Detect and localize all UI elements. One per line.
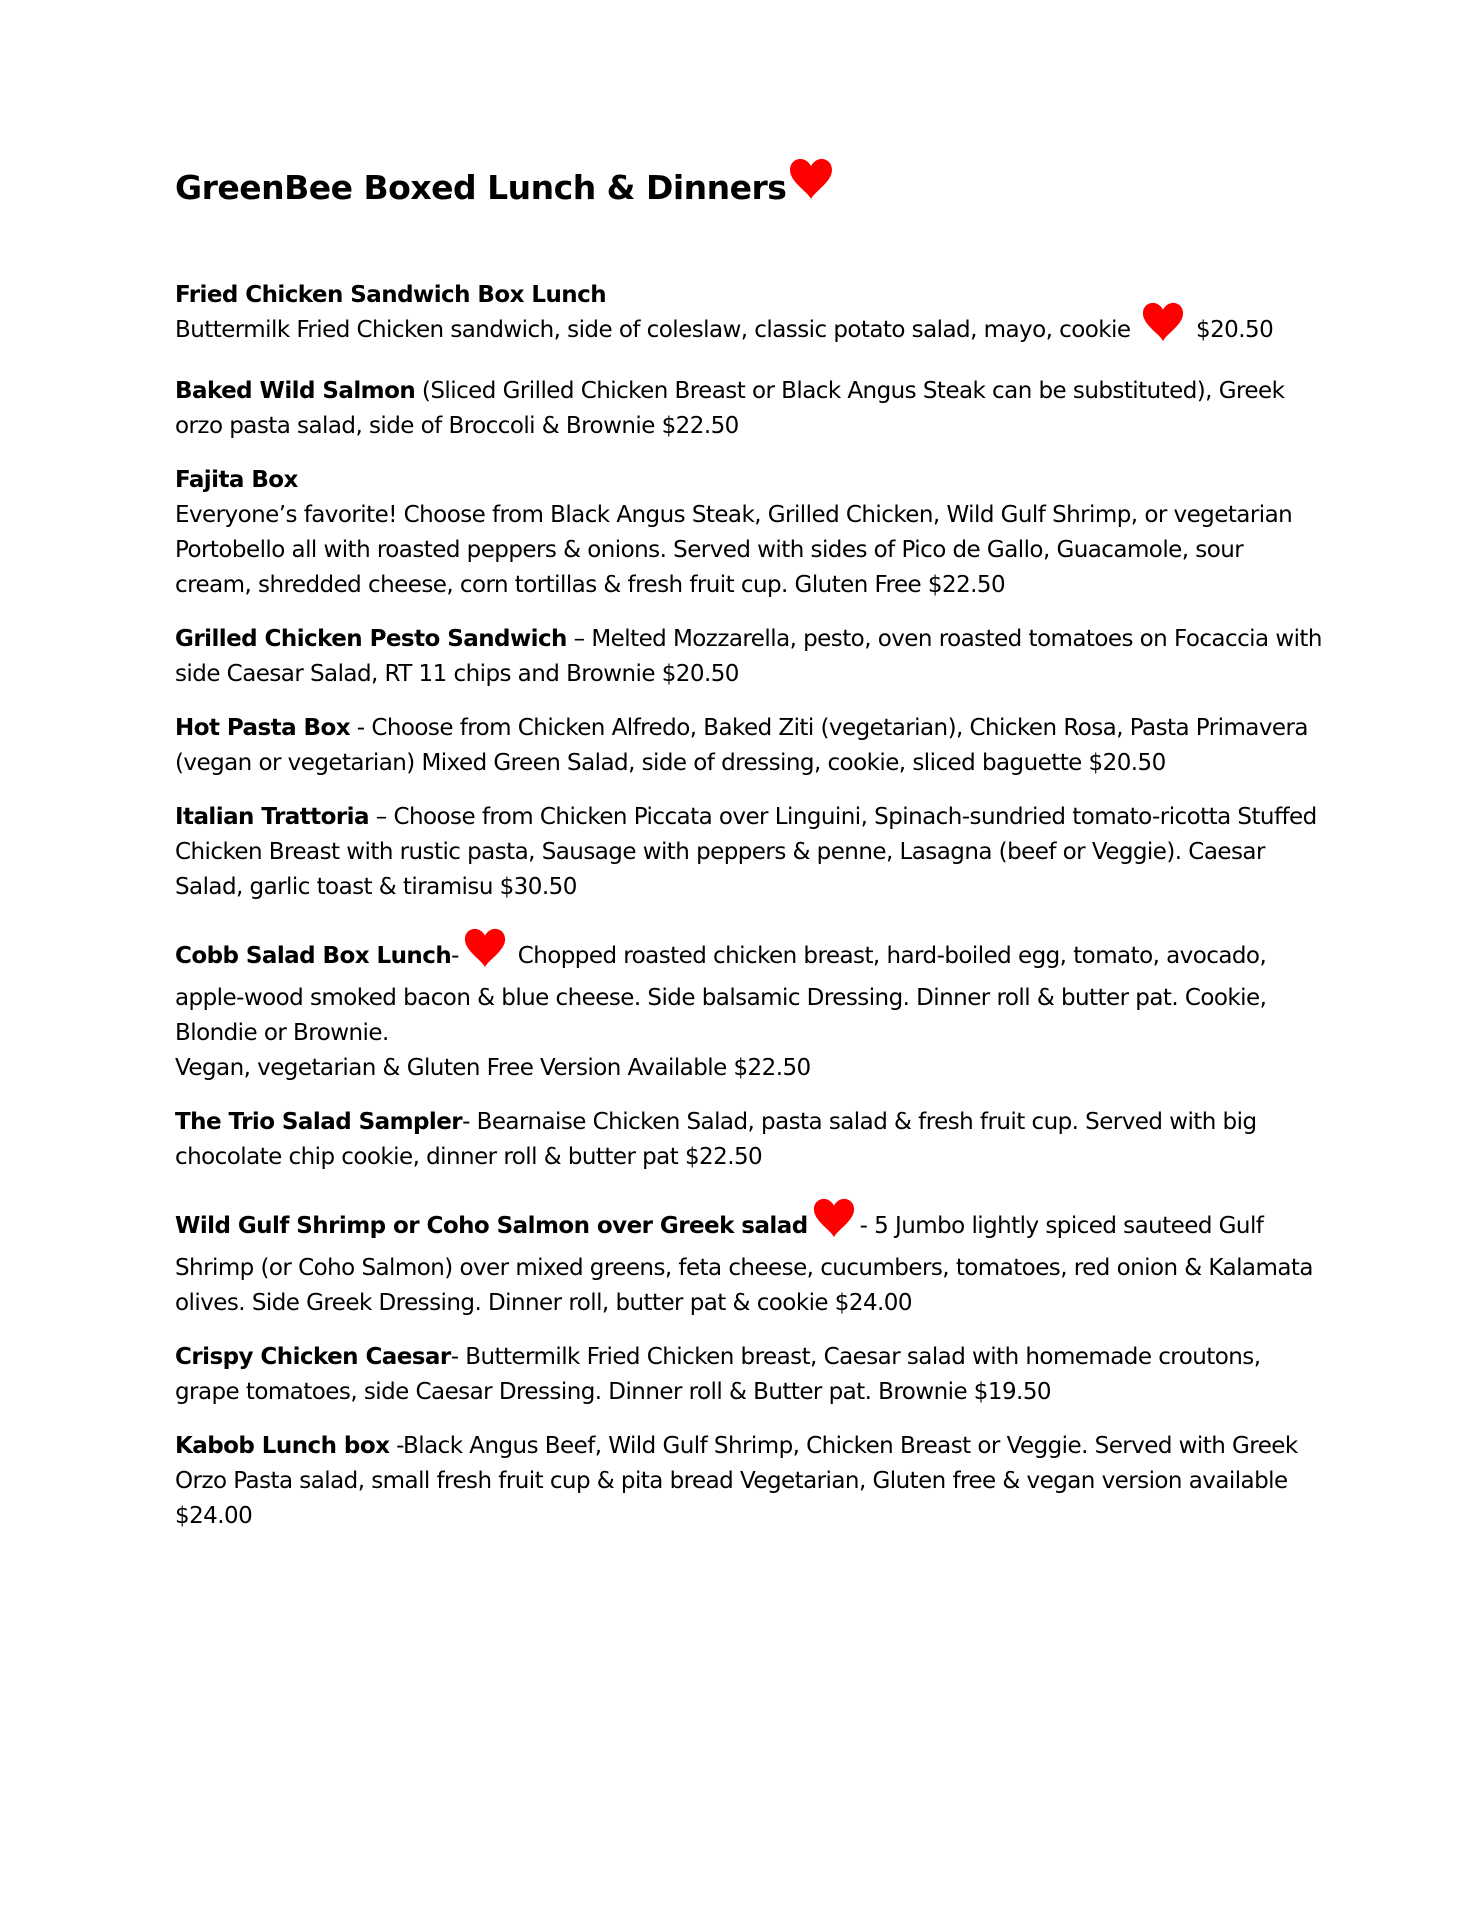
menu-item — [175, 1340, 1325, 1410]
item-price: $20.50 — [1196, 317, 1274, 343]
item-name: Crispy Chicken Caesar — [175, 1344, 451, 1370]
item-name: Kabob Lunch box — [175, 1433, 390, 1459]
item-description: - 5 Jumbo lightly spiced sauteed Gulf Shrimp (or Coho Salmon) over mixed greens, feta cheese, cucumbers, tomatoes, red onion & Kalamata olives. Side Greek Dressing. Dinner roll, butter pat & cookie $24.00 — [175, 1213, 1313, 1316]
item-name: Grilled Chicken Pesto Sandwich — [175, 626, 567, 652]
item-description: - Choose from Chicken Alfredo, Baked Ziti (vegetarian), Chicken Rosa, Pasta Primavera (vegan or vegetarian) Mixed Green Salad, side of dressing, cookie, sliced baguette $20.50 — [175, 715, 1308, 776]
menu-item — [175, 1429, 1325, 1534]
item-description: Everyone’s favorite! Choose from Black Angus Steak, Grilled Chicken, Wild Gulf Shrimp, or vegetarian Portobello all with roasted peppers & onions. Served with sides of Pico de Gallo, Guacamole, sour cream, shredded cheese, corn tortillas & fresh fruit cup. Gluten Free $22.50 — [175, 502, 1293, 598]
menu-page — [175, 168, 1325, 1553]
menu-item — [175, 1105, 1325, 1175]
item-description: -Black Angus Beef, Wild Gulf Shrimp, Chicken Breast or Veggie. Served with Greek Orzo Pasta salad, small fresh fruit cup & pita bread Vegetarian, Gluten free & vegan version available $24.00 — [175, 1433, 1298, 1529]
menu-item — [175, 622, 1325, 692]
item-note: Vegan, vegetarian & Gluten Free Version Available $22.50 — [175, 1055, 811, 1081]
menu-item — [175, 463, 1325, 603]
menu-item — [175, 939, 1325, 1086]
item-name: Wild Gulf Shrimp or Coho Salmon over Greek salad — [175, 1213, 808, 1239]
item-description: Chopped roasted chicken breast, hard-boiled egg, tomato, avocado, apple-wood smoked bacon & blue cheese. Side balsamic Dressing. Dinner roll & butter pat. Cookie, Blondie or Brownie. — [175, 943, 1267, 1046]
menu-list — [175, 278, 1325, 1534]
item-name: Hot Pasta Box — [175, 715, 351, 741]
item-separator: - — [451, 943, 459, 969]
item-name: The Trio Salad Sampler — [175, 1109, 463, 1135]
item-name: Fried Chicken Sandwich Box Lunch — [175, 282, 607, 308]
item-name: Baked Wild Salmon — [175, 378, 416, 404]
menu-item — [175, 1209, 1325, 1321]
item-description: (Sliced Grilled Chicken Breast or Black Angus Steak can be substituted), Greek orzo pasta salad, side of Broccoli & Brownie $22.50 — [175, 378, 1285, 439]
heart-icon — [1141, 301, 1185, 343]
item-description: Buttermilk Fried Chicken sandwich, side of coleslaw, classic potato salad, mayo, cookie — [175, 317, 1131, 343]
heart-icon — [788, 158, 834, 200]
item-description: - Buttermilk Fried Chicken breast, Caesar salad with homemade croutons, grape tomatoes, side Caesar Dressing. Dinner roll & Butter pat. Brownie $19.50 — [175, 1344, 1261, 1405]
item-description: – Melted Mozzarella, pesto, oven roasted tomatoes on Focaccia with side Caesar Salad, RT 11 chips and Brownie $20.50 — [175, 626, 1322, 687]
page-title-text: GreenBee Boxed Lunch & Dinners — [175, 168, 787, 207]
menu-item — [175, 800, 1325, 905]
item-name: Cobb Salad Box Lunch — [175, 943, 452, 969]
item-name: Fajita Box — [175, 467, 298, 493]
heart-icon — [463, 927, 507, 969]
page-title — [175, 168, 1325, 210]
item-description: – Choose from Chicken Piccata over Linguini, Spinach-sundried tomato-ricotta Stuffed Chicken Breast with rustic pasta, Sausage with peppers & penne, Lasagna (beef or Veggie). Caesar Salad, garlic toast & tiramisu $30.50 — [175, 804, 1317, 900]
item-name: Italian Trattoria — [175, 804, 369, 830]
menu-item — [175, 711, 1325, 781]
heart-icon — [812, 1197, 856, 1239]
item-description: - Bearnaise Chicken Salad, pasta salad & fresh fruit cup. Served with big chocolate chip cookie, dinner roll & butter pat $22.50 — [175, 1109, 1257, 1170]
menu-item — [175, 374, 1325, 444]
menu-item — [175, 278, 1325, 355]
